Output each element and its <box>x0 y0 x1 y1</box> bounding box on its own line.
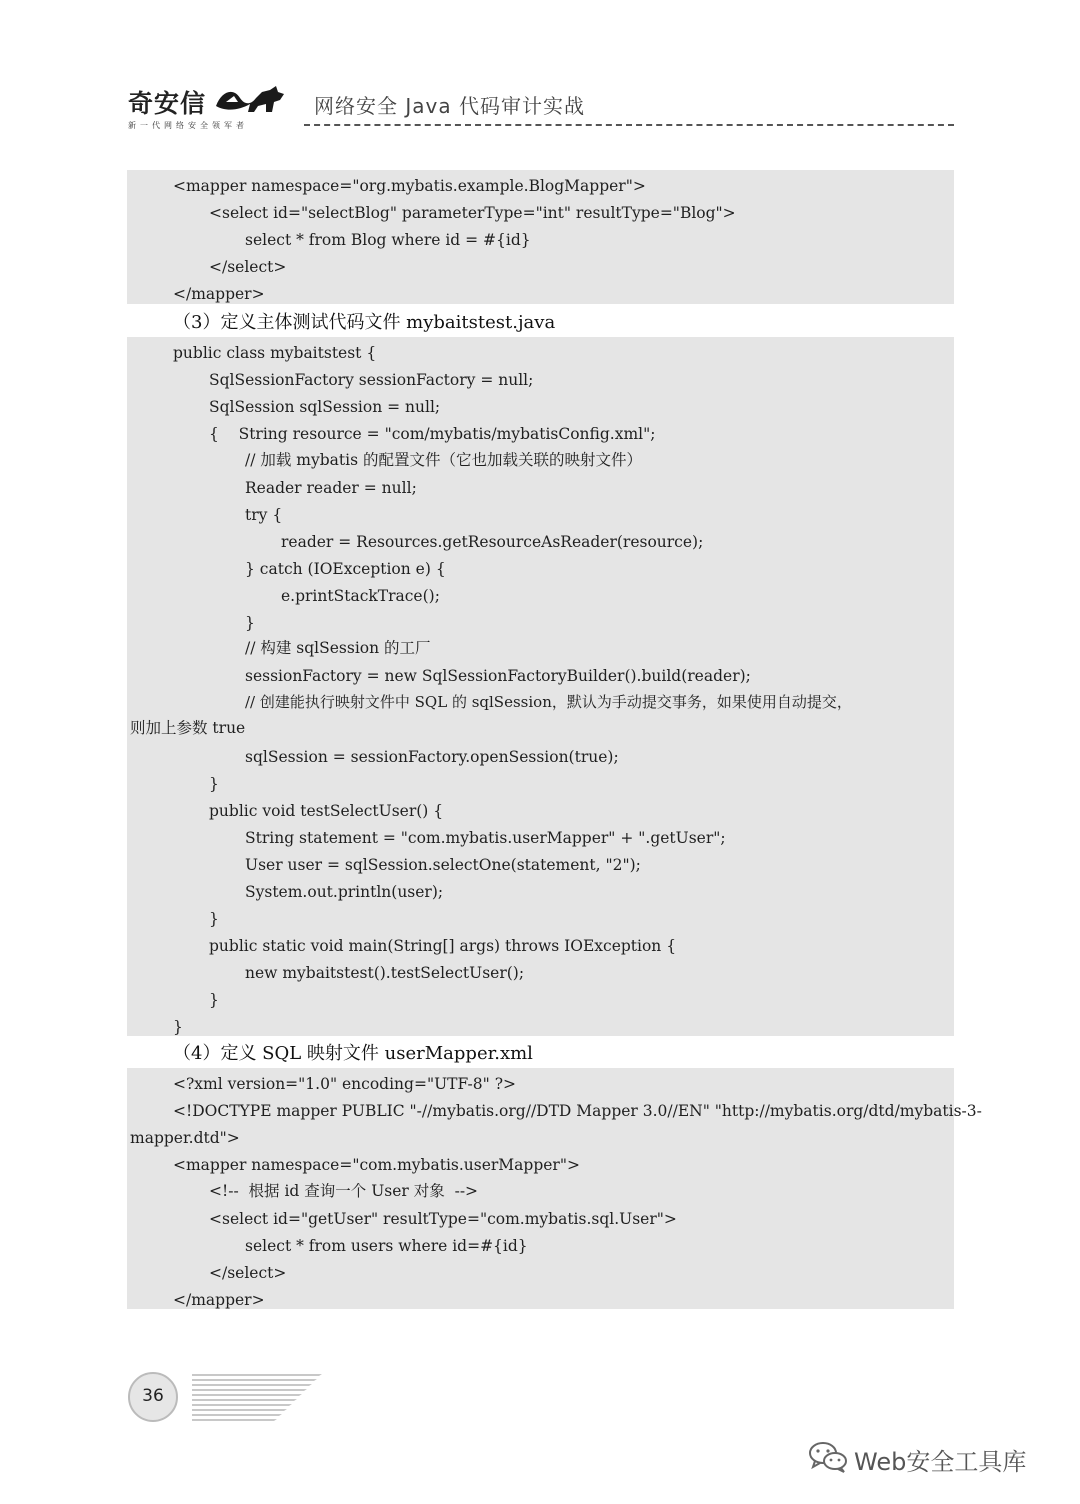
code-line: reader = Resources.getResourceAsReader(resource); <box>281 533 704 551</box>
page-header <box>128 80 958 132</box>
code-line: <select id="getUser" resultType="com.mybatis.sql.User"> <box>209 1210 677 1228</box>
code-line: public static void main(String[] args) throws IOException { <box>209 937 677 955</box>
code-line: </select> <box>209 1264 287 1282</box>
brand-name: 奇安信 <box>128 89 207 118</box>
code-line: SqlSession sqlSession = null; <box>209 398 441 416</box>
stripes-decoration-icon <box>172 1372 322 1424</box>
code-line: SqlSessionFactory sessionFactory = null; <box>209 371 534 389</box>
code-line: </select> <box>209 258 287 276</box>
code-line: <?xml version="1.0" encoding="UTF-8" ?> <box>173 1075 516 1093</box>
code-line: select * from Blog where id = #{id} <box>245 231 531 249</box>
code-line: e.printStackTrace(); <box>281 587 440 605</box>
code-line: <select id="selectBlog" parameterType="int" resultType="Blog"> <box>209 204 736 222</box>
code-line: try { <box>245 506 283 524</box>
code-line-continued: mapper.dtd"> <box>130 1129 240 1147</box>
section-heading-4: （4）定义 SQL 映射文件 userMapper.xml <box>173 1043 533 1064</box>
code-line: User user = sqlSession.selectOne(statement, "2"); <box>245 856 641 874</box>
page-number: 36 <box>142 1386 164 1406</box>
code-line: sqlSession = sessionFactory.openSession(true); <box>245 748 619 766</box>
code-block-mapper <box>127 170 954 304</box>
code-comment: // 创建能执行映射文件中 SQL 的 sqlSession，默认为手动提交事务，如果使用自动提交， <box>245 693 852 711</box>
code-line: <mapper namespace="org.mybatis.example.BlogMapper"> <box>173 177 646 195</box>
code-comment: // 加载 mybatis 的配置文件（它也加载关联的映射文件） <box>245 451 642 469</box>
code-line: System.out.println(user); <box>245 883 444 901</box>
code-line: String statement = "com.mybatis.userMapper" + ".getUser"; <box>245 829 726 847</box>
book-title: 网络安全 Java 代码审计实战 <box>314 94 585 118</box>
code-block-java <box>127 337 954 1036</box>
code-comment: // 构建 sqlSession 的工厂 <box>245 639 431 657</box>
watermark-text: Web安全工具库 <box>854 1448 1027 1476</box>
code-line: } <box>209 910 219 928</box>
section-heading-3: （3）定义主体测试代码文件 mybaitstest.java <box>173 312 556 333</box>
code-line: <!DOCTYPE mapper PUBLIC "-//mybatis.org//DTD Mapper 3.0//EN" "http://mybatis.org/dtd/mybatis-3- <box>173 1102 982 1120</box>
code-comment-continued: 则加上参数 true <box>130 719 246 737</box>
code-line: } <box>173 1018 183 1036</box>
header-divider <box>304 124 954 126</box>
code-comment: <!-- 根据 id 查询一个 User 对象 --> <box>209 1182 479 1200</box>
brand-tagline: 新一代网络安全领军者 <box>128 121 248 130</box>
code-line: } catch (IOException e) { <box>245 560 446 578</box>
code-line: } <box>209 775 219 793</box>
page-number-badge <box>128 1372 328 1424</box>
watermark <box>808 1438 1058 1478</box>
code-line: public void testSelectUser() { <box>209 802 444 820</box>
code-line: Reader reader = null; <box>245 479 417 497</box>
brand-logo-icon <box>214 84 286 114</box>
code-line: sessionFactory = new SqlSessionFactoryBuilder().build(reader); <box>245 667 751 685</box>
code-line: </mapper> <box>173 285 265 303</box>
code-line: <mapper namespace="com.mybatis.userMapper"> <box>173 1156 580 1174</box>
wechat-icon <box>808 1440 848 1474</box>
code-line: </mapper> <box>173 1291 265 1309</box>
code-line: select * from users where id=#{id} <box>245 1237 528 1255</box>
code-line: } <box>245 614 255 632</box>
code-line: } <box>209 991 219 1009</box>
code-line: public class mybaitstest { <box>173 344 377 362</box>
code-line: new mybaitstest().testSelectUser(); <box>245 964 525 982</box>
code-line: { String resource = "com/mybatis/mybatisConfig.xml"; <box>209 425 656 443</box>
code-block-xml <box>127 1068 982 1309</box>
